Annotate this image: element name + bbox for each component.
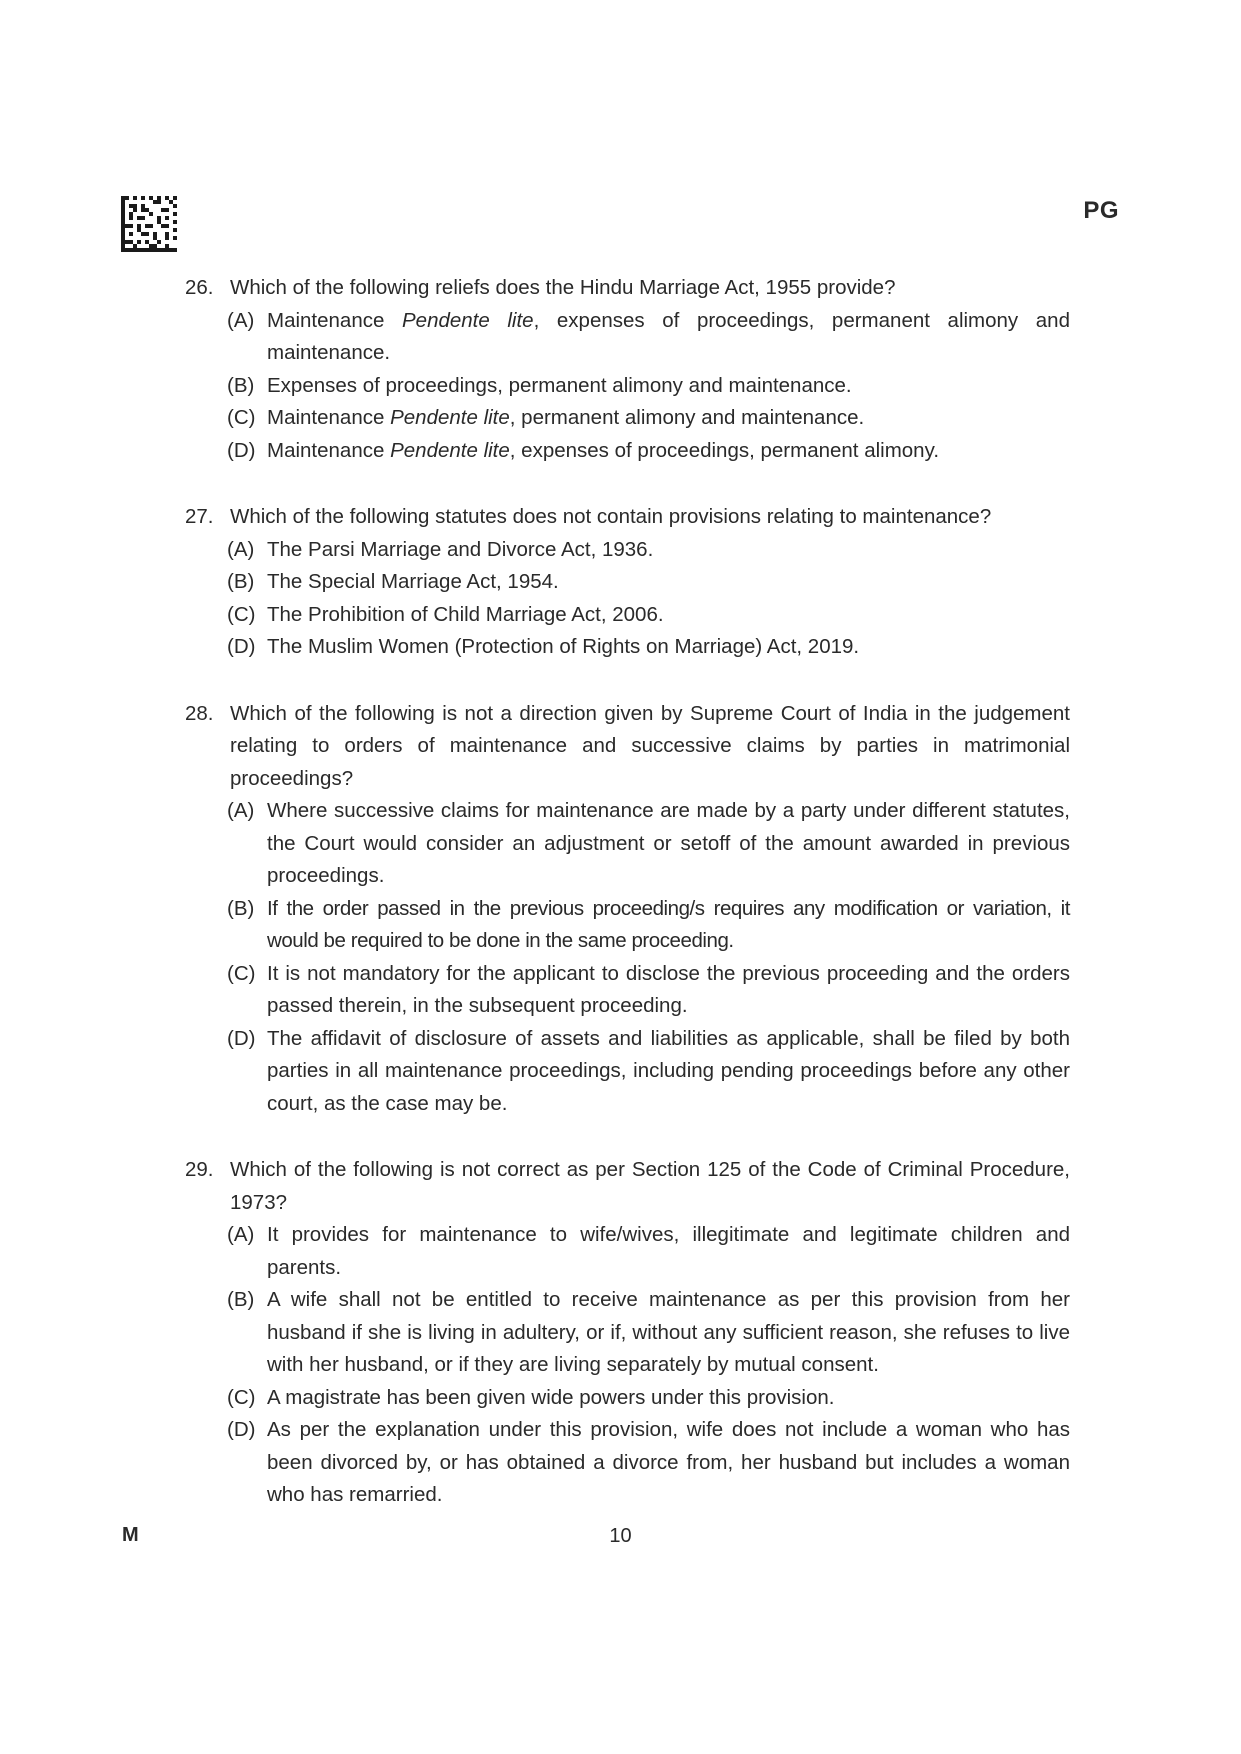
question-number: 27. <box>185 505 214 528</box>
option-d <box>227 435 1070 468</box>
option-label: (C) <box>227 602 256 626</box>
option-text: The Parsi Marriage and Divorce Act, 1936. <box>267 537 654 561</box>
question-number: 28. <box>185 701 214 725</box>
series-code: PG <box>1083 197 1119 224</box>
option-label: (A) <box>227 1223 255 1246</box>
option-d <box>227 631 1070 664</box>
option-a <box>227 534 1070 567</box>
footer-code: M <box>122 1524 139 1546</box>
option-label: (B) <box>227 1288 255 1311</box>
question-number: 29. <box>185 1158 214 1181</box>
option-label: (A) <box>227 308 255 332</box>
option-c <box>227 402 1070 435</box>
option-text: The Muslim Women (Protection of Rights on Marriage) Act, 2019. <box>267 635 860 658</box>
option-c <box>227 1382 1070 1415</box>
option-label: (D) <box>227 1026 256 1050</box>
option-text: As per the explanation under this provision, wife does not include a woman who has been divorced by, or has obtained a divorce from, her husband but includes a woman who has remarried. <box>267 1418 1070 1506</box>
option-text: Where successive claims for maintenance are made by a party under different statutes, the Court would consider an adjustment or setoff of the amount awarded in previous proceedings. <box>267 799 1070 887</box>
option-label: (B) <box>227 373 255 397</box>
option-label: (B) <box>227 896 255 920</box>
option-label: (D) <box>227 1418 256 1441</box>
option-label: (A) <box>227 799 255 822</box>
option-label: (D) <box>227 635 256 658</box>
option-b <box>227 893 1070 958</box>
question-text: Which of the following reliefs does the Hindu Marriage Act, 1955 provide? <box>230 276 896 299</box>
option-label: (C) <box>227 961 256 985</box>
question-text: Which of the following is not correct as per Section 125 of the Code of Criminal Procedure, 1973? <box>230 1158 1070 1214</box>
option-d <box>227 1023 1070 1121</box>
option-text: Maintenance Pendente lite, expenses of proceedings, permanent alimony and maintenance. <box>267 308 1070 364</box>
page-number: 10 <box>609 1525 632 1547</box>
option-text: Maintenance Pendente lite, permanent alimony and maintenance. <box>267 406 865 429</box>
option-a <box>227 795 1070 893</box>
option-text: It is not mandatory for the applicant to disclose the previous proceeding and the orders passed therein, in the subsequent proceeding. <box>267 961 1070 1017</box>
option-text: If the order passed in the previous proceeding/s requires any modification or variation, it would be required to be done in the same proceeding. <box>267 896 1070 952</box>
option-b <box>227 370 1070 403</box>
question-28 <box>185 698 1070 1121</box>
option-text: The Prohibition of Child Marriage Act, 2006. <box>267 602 664 626</box>
question-list <box>185 272 1070 1546</box>
option-text: A wife shall not be entitled to receive maintenance as per this provision from her husband if she is living in adultery, or if, without any sufficient reason, she refuses to live with her husband, or if they are living separately by mutual consent. <box>267 1288 1070 1376</box>
option-label: (C) <box>227 406 256 429</box>
option-text: A magistrate has been given wide powers under this provision. <box>267 1385 835 1409</box>
question-text: Which of the following statutes does not contain provisions relating to maintenance? <box>230 505 992 528</box>
question-number: 26. <box>185 276 214 299</box>
option-text: The Special Marriage Act, 1954. <box>267 570 559 593</box>
option-label: (D) <box>227 438 256 462</box>
option-a <box>227 1219 1070 1284</box>
option-b <box>227 566 1070 599</box>
option-b <box>227 1284 1070 1382</box>
question-26 <box>185 272 1070 467</box>
question-text: Which of the following is not a direction given by Supreme Court of India in the judgement relating to orders of maintenance and successive claims by parties in matrimonial proceedings? <box>230 701 1070 790</box>
option-label: (B) <box>227 570 255 593</box>
option-a <box>227 305 1070 370</box>
qr-code-icon <box>121 196 177 252</box>
question-27 <box>185 501 1070 664</box>
option-text: Expenses of proceedings, permanent alimony and maintenance. <box>267 373 852 397</box>
option-label: (A) <box>227 537 255 561</box>
question-29 <box>185 1154 1070 1512</box>
option-c <box>227 599 1070 632</box>
option-c <box>227 958 1070 1023</box>
option-text: It provides for maintenance to wife/wives, illegitimate and legitimate children and parents. <box>267 1223 1070 1279</box>
option-label: (C) <box>227 1385 256 1409</box>
option-d <box>227 1414 1070 1512</box>
option-text: Maintenance Pendente lite, expenses of proceedings, permanent alimony. <box>267 438 940 462</box>
option-text: The affidavit of disclosure of assets and liabilities as applicable, shall be filed by both parties in all maintenance proceedings, including pending proceedings before any other court, as the case may be. <box>267 1026 1070 1115</box>
